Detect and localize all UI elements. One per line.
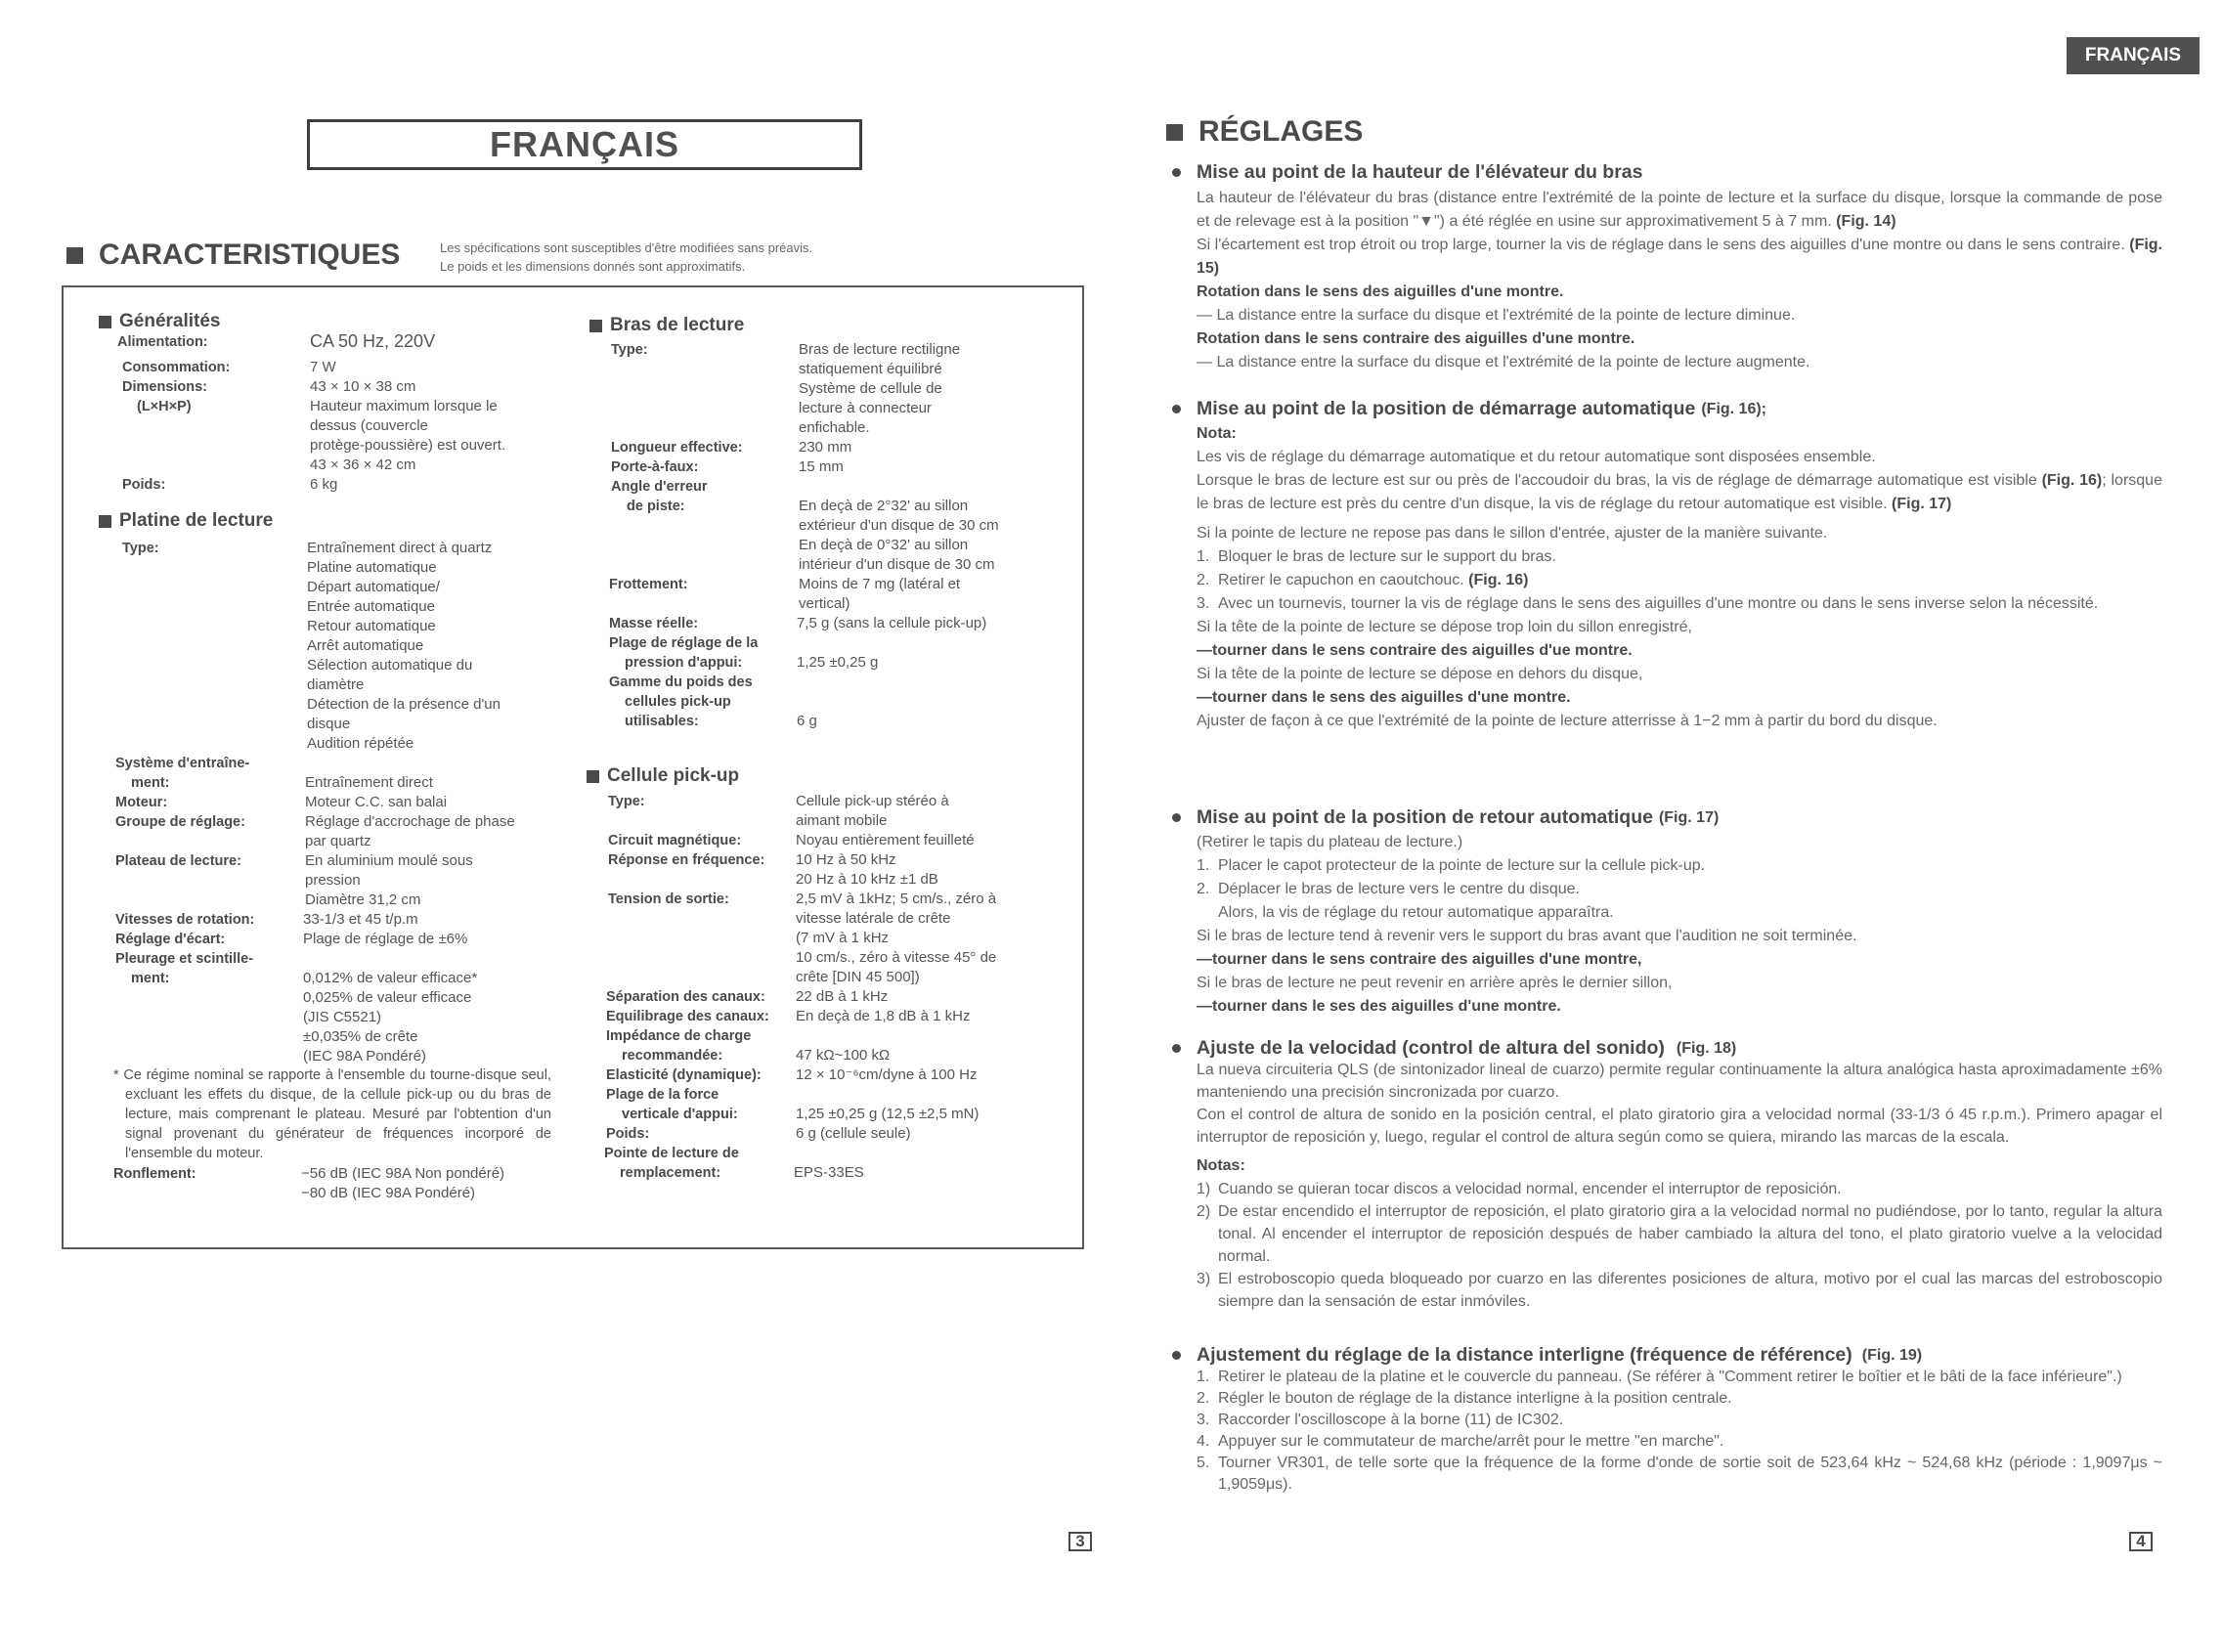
spec-label: Type: — [608, 794, 645, 809]
value-line: Réglage d'accrochage de phase — [305, 813, 515, 830]
spec-value: 7,5 g (sans la cellule pick-up) — [797, 615, 987, 631]
value-line: En deçà de 2°32' au sillon — [799, 498, 969, 514]
subsection-body — [1197, 1367, 2162, 1496]
square-bullet-icon — [587, 770, 599, 783]
subsection-title-text: Mise au point de la position de démarrage automatique — [1197, 398, 1696, 419]
spec-label: Vitesses de rotation: — [115, 912, 255, 928]
heading-text: CARACTERISTIQUES — [99, 239, 401, 271]
value-line: protège-poussière) est ouvert. — [310, 437, 506, 454]
paragraph — [1197, 187, 2162, 234]
spec-value: 22 dB à 1 kHz — [796, 988, 889, 1005]
fig-ref: (Fig. 15) — [1197, 237, 2162, 277]
spec-label: Consommation: — [122, 360, 231, 375]
text: Bloquer le bras de lecture sur le support du bras. — [1218, 548, 1556, 565]
bullet-icon — [1172, 813, 1181, 822]
paragraph — [1197, 469, 2162, 516]
text: Tourner VR301, de telle sorte que la fréquence de la forme d'onde de sortie soit de 523,64 kHz ~ 524,68 kHz (période : 1,9097μs ~ 1,9059μs). — [1218, 1455, 2162, 1493]
value-line: Système de cellule de — [799, 380, 942, 397]
spec-label — [115, 949, 253, 988]
subsection-body — [1197, 187, 2162, 374]
value-line: −56 dB (IEC 98A Non pondéré) — [301, 1165, 505, 1182]
list-item: 2) De estar encendido el interruptor de reposición, el plato giratorio gira a la velocidad normal no pudiéndose, por lo tanto, regular la altura tonal. Al encender el interruptor de reposición después de haber cambiado la altura del tono, el plato giratorio vuelve a la velocidad normal. — [1197, 1200, 2162, 1268]
square-bullet-icon — [1166, 124, 1183, 141]
list-item: 4. Appuyer sur le commutateur de marche/arrêt pour le mettre "en marche". — [1197, 1433, 1724, 1450]
square-bullet-icon — [589, 320, 602, 332]
fig-ref: (Fig. 16) — [1468, 572, 1529, 588]
paragraph: (Retirer le tapis du plateau de lecture.) — [1197, 834, 1463, 850]
text: Régler le bouton de réglage de la distance interligne à la position centrale. — [1218, 1390, 1732, 1407]
label-line: recommandée: — [622, 1048, 723, 1064]
spec-value: 33-1/3 et 45 t/p.m — [303, 911, 418, 928]
subsection-title-text: Mise au point de la hauteur de l'élévateur du bras — [1197, 161, 1643, 183]
subsection-title — [1172, 1344, 1922, 1367]
value-line: Cellule pick-up stéréo à — [796, 793, 949, 809]
spec-value-list — [796, 850, 938, 890]
spec-value-list — [305, 812, 515, 851]
fig-ref: (Fig. 17) — [1658, 808, 1720, 826]
label-line: pression d'appui: — [625, 655, 743, 671]
label-line: utilisables: — [625, 714, 699, 729]
text: Appuyer sur le commutateur de marche/arrêt pour le mettre "en marche". — [1218, 1433, 1724, 1450]
group-title-generalites — [99, 311, 221, 332]
spec-label — [609, 673, 753, 731]
value-line: −80 dB (IEC 98A Pondéré) — [301, 1185, 476, 1201]
spec-value: 12 × 10⁻⁶cm/dyne à 100 Hz — [796, 1066, 978, 1083]
bold-line: —tourner dans le sens contraire des aiguilles d'une montre, — [1197, 951, 1642, 968]
fig-ref: (Fig. 16) — [2041, 472, 2103, 489]
spec-label: Alimentation: — [117, 334, 208, 350]
spec-label — [606, 1085, 738, 1124]
value-line: 0,025% de valeur efficace — [303, 989, 472, 1006]
label-line: Pointe de lecture de — [604, 1146, 739, 1161]
value-line: Sélection automatique du — [307, 657, 473, 674]
value-line: dessus (couvercle — [310, 417, 428, 434]
value-line: vertical) — [799, 595, 850, 612]
value-line: 43 × 36 × 42 cm — [310, 456, 416, 473]
bullet-icon — [1172, 168, 1181, 177]
label-line: ment: — [131, 775, 170, 791]
spec-value: Moteur C.C. san balai — [305, 794, 448, 810]
value-line: diamètre — [307, 676, 365, 693]
nota-label: Nota: — [1197, 425, 1237, 442]
text: Raccorder l'oscilloscope à la borne (11) de IC302. — [1218, 1412, 1564, 1428]
value-line: Moins de 7 mg (latéral et — [799, 576, 961, 592]
bold-line: —tourner dans le sens contraire des aiguilles d'ue montre. — [1197, 642, 1633, 659]
spec-label — [606, 1026, 751, 1065]
fig-ref: (Fig. 14) — [1836, 213, 1896, 230]
paragraph: Si la tête de la pointe de lecture se dépose en dehors du disque, — [1197, 666, 1643, 682]
fig-ref: (Fig. 16); — [1701, 400, 1767, 417]
list-item: 1. Retirer le plateau de la platine et le couvercle du panneau. (Se référer à "Comment retirer le boîtier et le bâti de la face inférieure".) — [1197, 1367, 2162, 1388]
value-line: Retour automatique — [307, 618, 436, 634]
spec-label: Type: — [611, 342, 648, 358]
label-line: Plage de réglage de la — [609, 635, 759, 651]
spec-value: 47 kΩ~100 kΩ — [796, 1047, 891, 1064]
value-line: par quartz — [305, 833, 371, 849]
value-line: extérieur d'un disque de 30 cm — [799, 517, 999, 534]
spec-label: Poids: — [122, 477, 166, 493]
spec-notes — [440, 239, 812, 276]
value-line: enfichable. — [799, 419, 870, 436]
fig-ref: (Fig. 17) — [1892, 496, 1952, 512]
spec-value: EPS-33ES — [794, 1164, 864, 1181]
value-line: (IEC 98A Pondéré) — [303, 1048, 426, 1065]
group-title-text: Bras de lecture — [610, 315, 745, 335]
bold-line: Rotation dans le sens des aiguilles d'une montre. — [1197, 283, 1564, 300]
value-line: (JIS C5521) — [303, 1009, 382, 1025]
value-line: 10 cm/s., zéro à vitesse 45° de — [796, 949, 997, 966]
value-line: 0,012% de valeur efficace* — [303, 970, 478, 986]
text: Lorsque le bras de lecture est sur ou près de l'accoudoir du bras, la vis de réglage de démarrage automatique est visible — [1197, 472, 2037, 489]
spec-value-list — [796, 792, 949, 831]
spec-value: 6 g (cellule seule) — [796, 1125, 911, 1142]
spec-value: 1,25 ±0,25 g (12,5 ±2,5 mN) — [796, 1106, 980, 1122]
spec-value: 1,25 ±0,25 g — [797, 654, 879, 671]
list-item: 2. Déplacer le bras de lecture vers le centre du disque. — [1197, 881, 1580, 897]
paragraph — [1197, 234, 2162, 281]
spec-label: (L×H×P) — [137, 399, 192, 414]
list-item: 1. Bloquer le bras de lecture sur le support du bras. — [1197, 548, 1556, 565]
spec-label — [609, 633, 758, 673]
spec-label: Groupe de réglage: — [115, 814, 245, 830]
spec-value-list — [303, 969, 477, 1066]
group-title-text: Cellule pick-up — [607, 765, 740, 786]
list-item: 3. Avec un tournevis, tourner la vis de réglage dans le sens des aiguilles d'une montre ou dans le sens inverse selon la nécessité. — [1197, 592, 2162, 616]
subsection-title — [1172, 161, 1643, 184]
value-line: 43 × 10 × 38 cm — [310, 378, 416, 395]
label-line: cellules pick-up — [625, 694, 731, 710]
spec-label: Tension de sortie: — [608, 891, 729, 907]
value-line: Platine automatique — [307, 559, 437, 576]
label-line: de piste: — [627, 499, 685, 514]
list-item: 1) Cuando se quieran tocar discos a velocidad normal, encender el interruptor de reposición. — [1197, 1178, 2162, 1200]
spec-label: Séparation des canaux: — [606, 989, 765, 1005]
value-line: Entrée automatique — [307, 598, 435, 615]
spec-label: Poids: — [606, 1126, 650, 1142]
paragraph: Con el control de altura de sonido en la posición central, el plato giratorio gira a velocidad normal (33-1/3 ó 45 r.p.m.). Primero apagar el interruptor de reposición y, luego, regular el control de altura según como se quiera, mirando las marcas de la escala. — [1197, 1107, 2162, 1146]
paragraph: Alors, la vis de réglage du retour automatique apparaîtra. — [1218, 904, 1614, 921]
list-item: 2. Régler le bouton de réglage de la distance interligne à la position centrale. — [1197, 1390, 1732, 1407]
value-line: 2,5 mV à 1kHz; 5 cm/s., zéro à — [796, 891, 997, 907]
dash-line: — La distance entre la surface du disque et l'extrémité de la pointe de lecture diminue. — [1197, 307, 1796, 324]
spec-value-text: CA 50 Hz, 220V — [310, 331, 436, 351]
value-line: disque — [307, 716, 351, 732]
text: Retirer le plateau de la platine et le couvercle du panneau. (Se référer à "Comment retirer le boîtier et le bâti de la face inférieure".) — [1218, 1369, 2122, 1385]
value-line: Arrêt automatique — [307, 637, 424, 654]
value-line: Diamètre 31,2 cm — [305, 891, 421, 908]
group-title-text: Platine de lecture — [119, 510, 274, 531]
subsection-body — [1197, 422, 2162, 733]
square-bullet-icon — [99, 515, 111, 528]
value-line: aimant mobile — [796, 812, 888, 829]
bullet-icon — [1172, 1351, 1181, 1360]
spec-label — [611, 477, 708, 516]
value-line: ±0,035% de crête — [303, 1028, 418, 1045]
value-line: statiquement équilibré — [799, 361, 942, 377]
bullet-icon — [1172, 405, 1181, 413]
spec-label — [115, 754, 249, 793]
spec-value: 7 W — [310, 359, 336, 375]
spec-value-list — [799, 497, 999, 575]
spec-value-list — [301, 1164, 504, 1203]
spec-label: Moteur: — [115, 795, 168, 810]
section-heading-reglages — [1166, 115, 1363, 149]
spec-value — [310, 331, 435, 353]
value-line: lecture à connecteur — [799, 400, 932, 416]
paragraph: Si le bras de lecture tend à revenir vers le support du bras avant que l'audition ne soit terminée. — [1197, 928, 1857, 944]
spec-label: Circuit magnétique: — [608, 833, 742, 848]
text: Retirer le capuchon en caoutchouc. — [1218, 572, 1464, 588]
spec-value: Entraînement direct — [305, 774, 433, 791]
subsection-title — [1172, 806, 1719, 829]
spec-value-list — [305, 851, 473, 910]
value-line: intérieur d'un disque de 30 cm — [799, 556, 995, 573]
subsection-body — [1197, 831, 2184, 1019]
subsection-title-text: Mise au point de la position de retour automatique — [1197, 806, 1653, 828]
spec-value-list — [310, 377, 505, 475]
text: De estar encendido el interruptor de reposición, el plato giratorio gira a la velocidad normal no pudiéndose, por lo tanto, regular la altura tonal. Al encender el interruptor de reposición después de haber cambiado la altura del tono, el plato giratorio vuelve a la velocidad normal. — [1218, 1203, 2162, 1265]
value-line: En aluminium moulé sous — [305, 852, 473, 869]
list-item: 3. Raccorder l'oscilloscope à la borne (11) de IC302. — [1197, 1412, 1564, 1428]
value-line: Entraînement direct à quartz — [307, 540, 493, 556]
list-item: 1. Placer le capot protecteur de la pointe de lecture sur la cellule pick-up. — [1197, 857, 1706, 874]
spec-value-list — [799, 340, 960, 438]
section-heading-caracteristiques — [66, 239, 400, 272]
paragraph: La nueva circuiteria QLS (de sintonizador lineal de cuarzo) permite regular continuamente la altura analógica hasta aproximadamente ±6% manteniendo una precisión sincronizada por cuarzo. — [1197, 1062, 2162, 1101]
spec-label: Ronflement: — [113, 1166, 196, 1182]
value-line: crête [DIN 45 500]) — [796, 969, 920, 985]
value-line: vitesse latérale de crête — [796, 910, 951, 927]
text: La hauteur de l'élévateur du bras (distance entre l'extrémité de la pointe de lecture et la surface du disque, lorsque la commande de pose et de relevage est à la position "▼") a été réglée en usine sur approximativement 5 à 7 mm. — [1197, 190, 2162, 230]
value-line: Détection de la présence d'un — [307, 696, 501, 713]
paragraph: Ajuster de façon à ce que l'extrémité de la pointe de lecture atterrisse à 1−2 mm à partir du bord du disque. — [1197, 713, 1938, 729]
text: Cuando se quieran tocar discos a velocidad normal, encender el interruptor de reposición. — [1218, 1181, 1842, 1197]
text: Placer le capot protecteur de la pointe de lecture sur la cellule pick-up. — [1218, 857, 1706, 874]
spec-value: 15 mm — [799, 458, 844, 475]
value-line: Bras de lecture rectiligne — [799, 341, 961, 358]
spec-value: En deçà de 1,8 dB à 1 kHz — [796, 1008, 971, 1024]
page-title: FRANÇAIS — [307, 119, 862, 170]
spec-label: Type: — [122, 541, 159, 556]
spec-label: Dimensions: — [122, 379, 208, 395]
label-line: ment: — [131, 971, 170, 986]
spec-label: Réponse en fréquence: — [608, 852, 765, 868]
value-line: pression — [305, 872, 361, 889]
spec-label: Frottement: — [609, 577, 688, 592]
spec-value-list — [307, 539, 501, 754]
spec-label: Elasticité (dynamique): — [606, 1067, 762, 1083]
value-line: En deçà de 0°32' au sillon — [799, 537, 969, 553]
value-line: Audition répétée — [307, 735, 414, 752]
dash-line: — La distance entre la surface du disque et l'extrémité de la pointe de lecture augmente. — [1197, 354, 1810, 370]
value-line: Départ automatique/ — [307, 579, 440, 595]
square-bullet-icon — [66, 247, 83, 264]
subsection-title-text: Ajustement du réglage de la distance interligne (fréquence de référence) — [1197, 1344, 1852, 1366]
spec-label: Longueur effective: — [611, 440, 743, 456]
spec-value: Noyau entièrement feuilleté — [796, 832, 975, 848]
fig-ref: (Fig. 19) — [1861, 1346, 1923, 1364]
paragraph: Les vis de réglage du démarrage automatique et du retour automatique sont disposées ensemble. — [1197, 449, 1876, 465]
spec-value: Plage de réglage de ±6% — [303, 931, 468, 947]
note-line: Les spécifications sont susceptibles d'être modifiées sans préavis. — [440, 240, 813, 255]
text: El estroboscopio queda bloqueado por cuarzo en las diferentes posiciones de altura, motivo por el cual las marcas del estroboscopio siempre dan la sensación de estar inmóviles. — [1218, 1271, 2162, 1310]
footnote: * Ce régime nominal se rapporte à l'ensemble du tourne-disque seul, excluant les effets du disque, de la cellule pick-up ou du bras de lecture, mais comprenant le plateau. Mesuré par l'obtention d'un signal provenant du générateur de fréquences incorporé de l'ensemble du moteur. — [113, 1067, 551, 1161]
label-line: remplacement: — [620, 1165, 721, 1181]
spec-label: Porte-à-faux: — [611, 459, 699, 475]
bold-line: —tourner dans le ses des aiguilles d'une montre. — [1197, 998, 1561, 1015]
label-line: Gamme du poids des — [609, 674, 753, 690]
list-item: 2. Retirer le capuchon en caoutchouc. (Fig. 16) — [1197, 572, 1529, 588]
subsection-title — [1172, 1037, 1736, 1060]
subsection-title — [1172, 398, 1766, 420]
paragraph: Si la pointe de lecture ne repose pas dans le sillon d'entrée, ajuster de la manière suivante. — [1197, 525, 1828, 542]
group-title-bras — [589, 315, 744, 336]
spec-value: 6 g — [797, 713, 817, 729]
page-number: 4 — [2129, 1532, 2153, 1551]
note-line: Le poids et les dimensions donnés sont approximatifs. — [440, 259, 746, 274]
group-title-cellule — [587, 765, 739, 787]
page-number: 3 — [1068, 1532, 1092, 1551]
subsection-title-text: Ajuste de la velocidad (control de altura del sonido) — [1197, 1037, 1665, 1059]
value-line: 10 Hz à 50 kHz — [796, 851, 896, 868]
list-item: 3) El estroboscopio queda bloqueado por cuarzo en las diferentes posiciones de altura, motivo por el cual las marcas del estroboscopio siempre dan la sensación de estar inmóviles. — [1197, 1268, 2162, 1313]
spec-label: Plateau de lecture: — [115, 853, 241, 869]
text: ; lorsque le bras de lecture est près du centre d'un disque, la vis de réglage du retour automatique est visible. — [1197, 472, 2162, 512]
fig-ref: (Fig. 18) — [1676, 1039, 1737, 1057]
heading-text: RÉGLAGES — [1198, 115, 1364, 148]
spec-value-list — [799, 575, 960, 614]
spec-value: 6 kg — [310, 476, 338, 493]
bullet-icon — [1172, 1044, 1181, 1053]
text: Avec un tournevis, tourner la vis de réglage dans le sens des aiguilles d'une montre ou dans le sens inverse selon la nécessité. — [1218, 595, 2099, 612]
square-bullet-icon — [99, 316, 111, 328]
spec-value: 230 mm — [799, 439, 852, 456]
text: Déplacer le bras de lecture vers le centre du disque. — [1218, 881, 1580, 897]
paragraph: Si la tête de la pointe de lecture se dépose trop loin du sillon enregistré, — [1197, 619, 1692, 635]
text: Si l'écartement est trop étroit ou trop large, tourner la vis de réglage dans le sens des aiguilles d'une montre ou dans le sens contraire. — [1197, 237, 2125, 253]
bold-line: —tourner dans le sens des aiguilles d'une montre. — [1197, 689, 1571, 706]
group-title-platine — [99, 510, 273, 532]
label-line: Plage de la force — [606, 1087, 719, 1103]
spec-value-list — [796, 890, 996, 987]
label-line: verticale d'appui: — [622, 1107, 738, 1122]
label-line: Système d'entraîne- — [115, 756, 250, 771]
list-item: 5. Tourner VR301, de telle sorte que la fréquence de la forme d'onde de sortie soit de 523,64 kHz ~ 524,68 kHz (période : 1,9097μs ~ 1,9059μs). — [1197, 1453, 2162, 1496]
value-line: 20 Hz à 10 kHz ±1 dB — [796, 871, 938, 888]
value-line: (7 mV à 1 kHz — [796, 930, 890, 946]
spec-label: Réglage d'écart: — [115, 932, 226, 947]
bold-line: Rotation dans le sens contraire des aiguilles d'une montre. — [1197, 330, 1635, 347]
label-line: Pleurage et scintille- — [115, 951, 254, 967]
label-line: Impédance de charge — [606, 1028, 752, 1044]
value-line: Hauteur maximum lorsque le — [310, 398, 498, 414]
label-line: Angle d'erreur — [611, 479, 708, 495]
spec-label: Masse réelle: — [609, 616, 699, 631]
subsection-body — [1197, 1059, 2162, 1313]
notas-label: Notas: — [1197, 1157, 1245, 1174]
paragraph: Si le bras de lecture ne peut revenir en arrière après le dernier sillon, — [1197, 975, 1673, 991]
spec-label — [604, 1144, 739, 1183]
language-tab: FRANÇAIS — [2067, 37, 2200, 74]
group-title-text: Généralités — [119, 311, 221, 331]
spec-label: Equilibrage des canaux: — [606, 1009, 769, 1024]
